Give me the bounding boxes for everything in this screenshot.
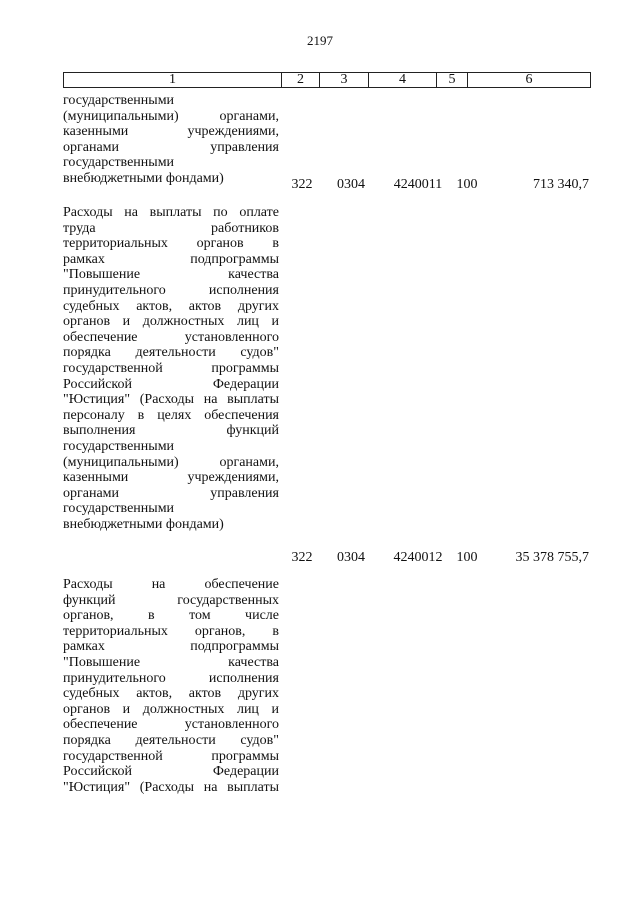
desc-line: рамках подпрограммы [63,251,279,267]
desc-line: государственными [63,501,175,517]
desc-line: порядка деятельности судов" [63,345,279,361]
cell-col-5: 100 [456,550,478,565]
cell-col-4: 4240011 [393,177,443,192]
header-col-1: 1 [64,73,282,88]
header-col-4: 4 [369,73,437,88]
desc-line: "Повышение качества [63,654,279,670]
desc-line: "Юстиция" (Расходы на выплаты [63,779,279,795]
row-description [63,93,279,187]
cell-col-6: 713 340,7 [533,177,589,192]
desc-line: Расходы на выплаты по оплате [63,205,279,220]
desc-line: (муниципальными) органами, [63,108,279,124]
desc-line: государственной программы [63,360,279,376]
header-col-6: 6 [468,73,591,88]
desc-line: "Юстиция" (Расходы на выплаты [63,392,279,408]
desc-line: государственной программы [63,748,279,764]
desc-line: обеспечение установленного [63,717,279,733]
cell-col-2: 322 [291,177,313,192]
desc-line: принудительного исполнения [63,670,279,686]
cell-col-3: 0304 [337,177,365,192]
desc-line: выполнения функций [63,423,279,439]
table-header [63,72,591,88]
desc-line: государственными [63,438,175,454]
desc-line: рамках подпрограммы [63,639,279,655]
desc-line: территориальных органов, в [63,623,279,639]
cell-col-3: 0304 [337,550,365,565]
cell-col-2: 322 [291,550,313,565]
desc-line: органами управления [63,139,279,155]
cell-col-4: 4240012 [393,550,443,565]
desc-line: Российской Федерации [63,376,279,392]
desc-line: персоналу в целях обеспечения [63,407,279,423]
cell-col-5: 100 [456,177,478,192]
desc-line: (муниципальными) органами, [63,454,279,470]
desc-line: государственными [63,155,175,171]
desc-line: судебных актов, актов других [63,298,279,314]
desc-line: органов и должностных лиц и [63,314,279,330]
header-col-3: 3 [320,73,369,88]
desc-line: принудительного исполнения [63,282,279,298]
desc-line: органов, в том числе [63,608,279,624]
desc-line: органами управления [63,485,279,501]
desc-line: Российской Федерации [63,764,279,780]
header-col-5: 5 [437,73,468,88]
desc-line: "Повышение качества [63,267,279,283]
desc-line: внебюджетными фондами) [63,516,224,532]
cell-col-6: 35 378 755,7 [515,550,589,565]
desc-line: функций государственных [63,592,279,608]
desc-line: обеспечение установленного [63,329,279,345]
desc-line: судебных актов, актов других [63,686,279,702]
desc-line: внебюджетными фондами) [63,170,224,186]
desc-line: казенными учреждениями, [63,124,279,140]
desc-line: казенными учреждениями, [63,470,279,486]
desc-line: порядка деятельности судов" [63,732,279,748]
page-number: 2197 [307,33,333,48]
desc-line: органов и должностных лиц и [63,701,279,717]
desc-line: Расходы на обеспечение [63,577,279,592]
row-description [63,577,279,795]
header-col-2: 2 [282,73,320,88]
desc-line: государственными [63,93,175,108]
desc-line: территориальных органов в [63,236,279,252]
desc-line: труда работников [63,220,279,236]
row-description [63,205,279,532]
